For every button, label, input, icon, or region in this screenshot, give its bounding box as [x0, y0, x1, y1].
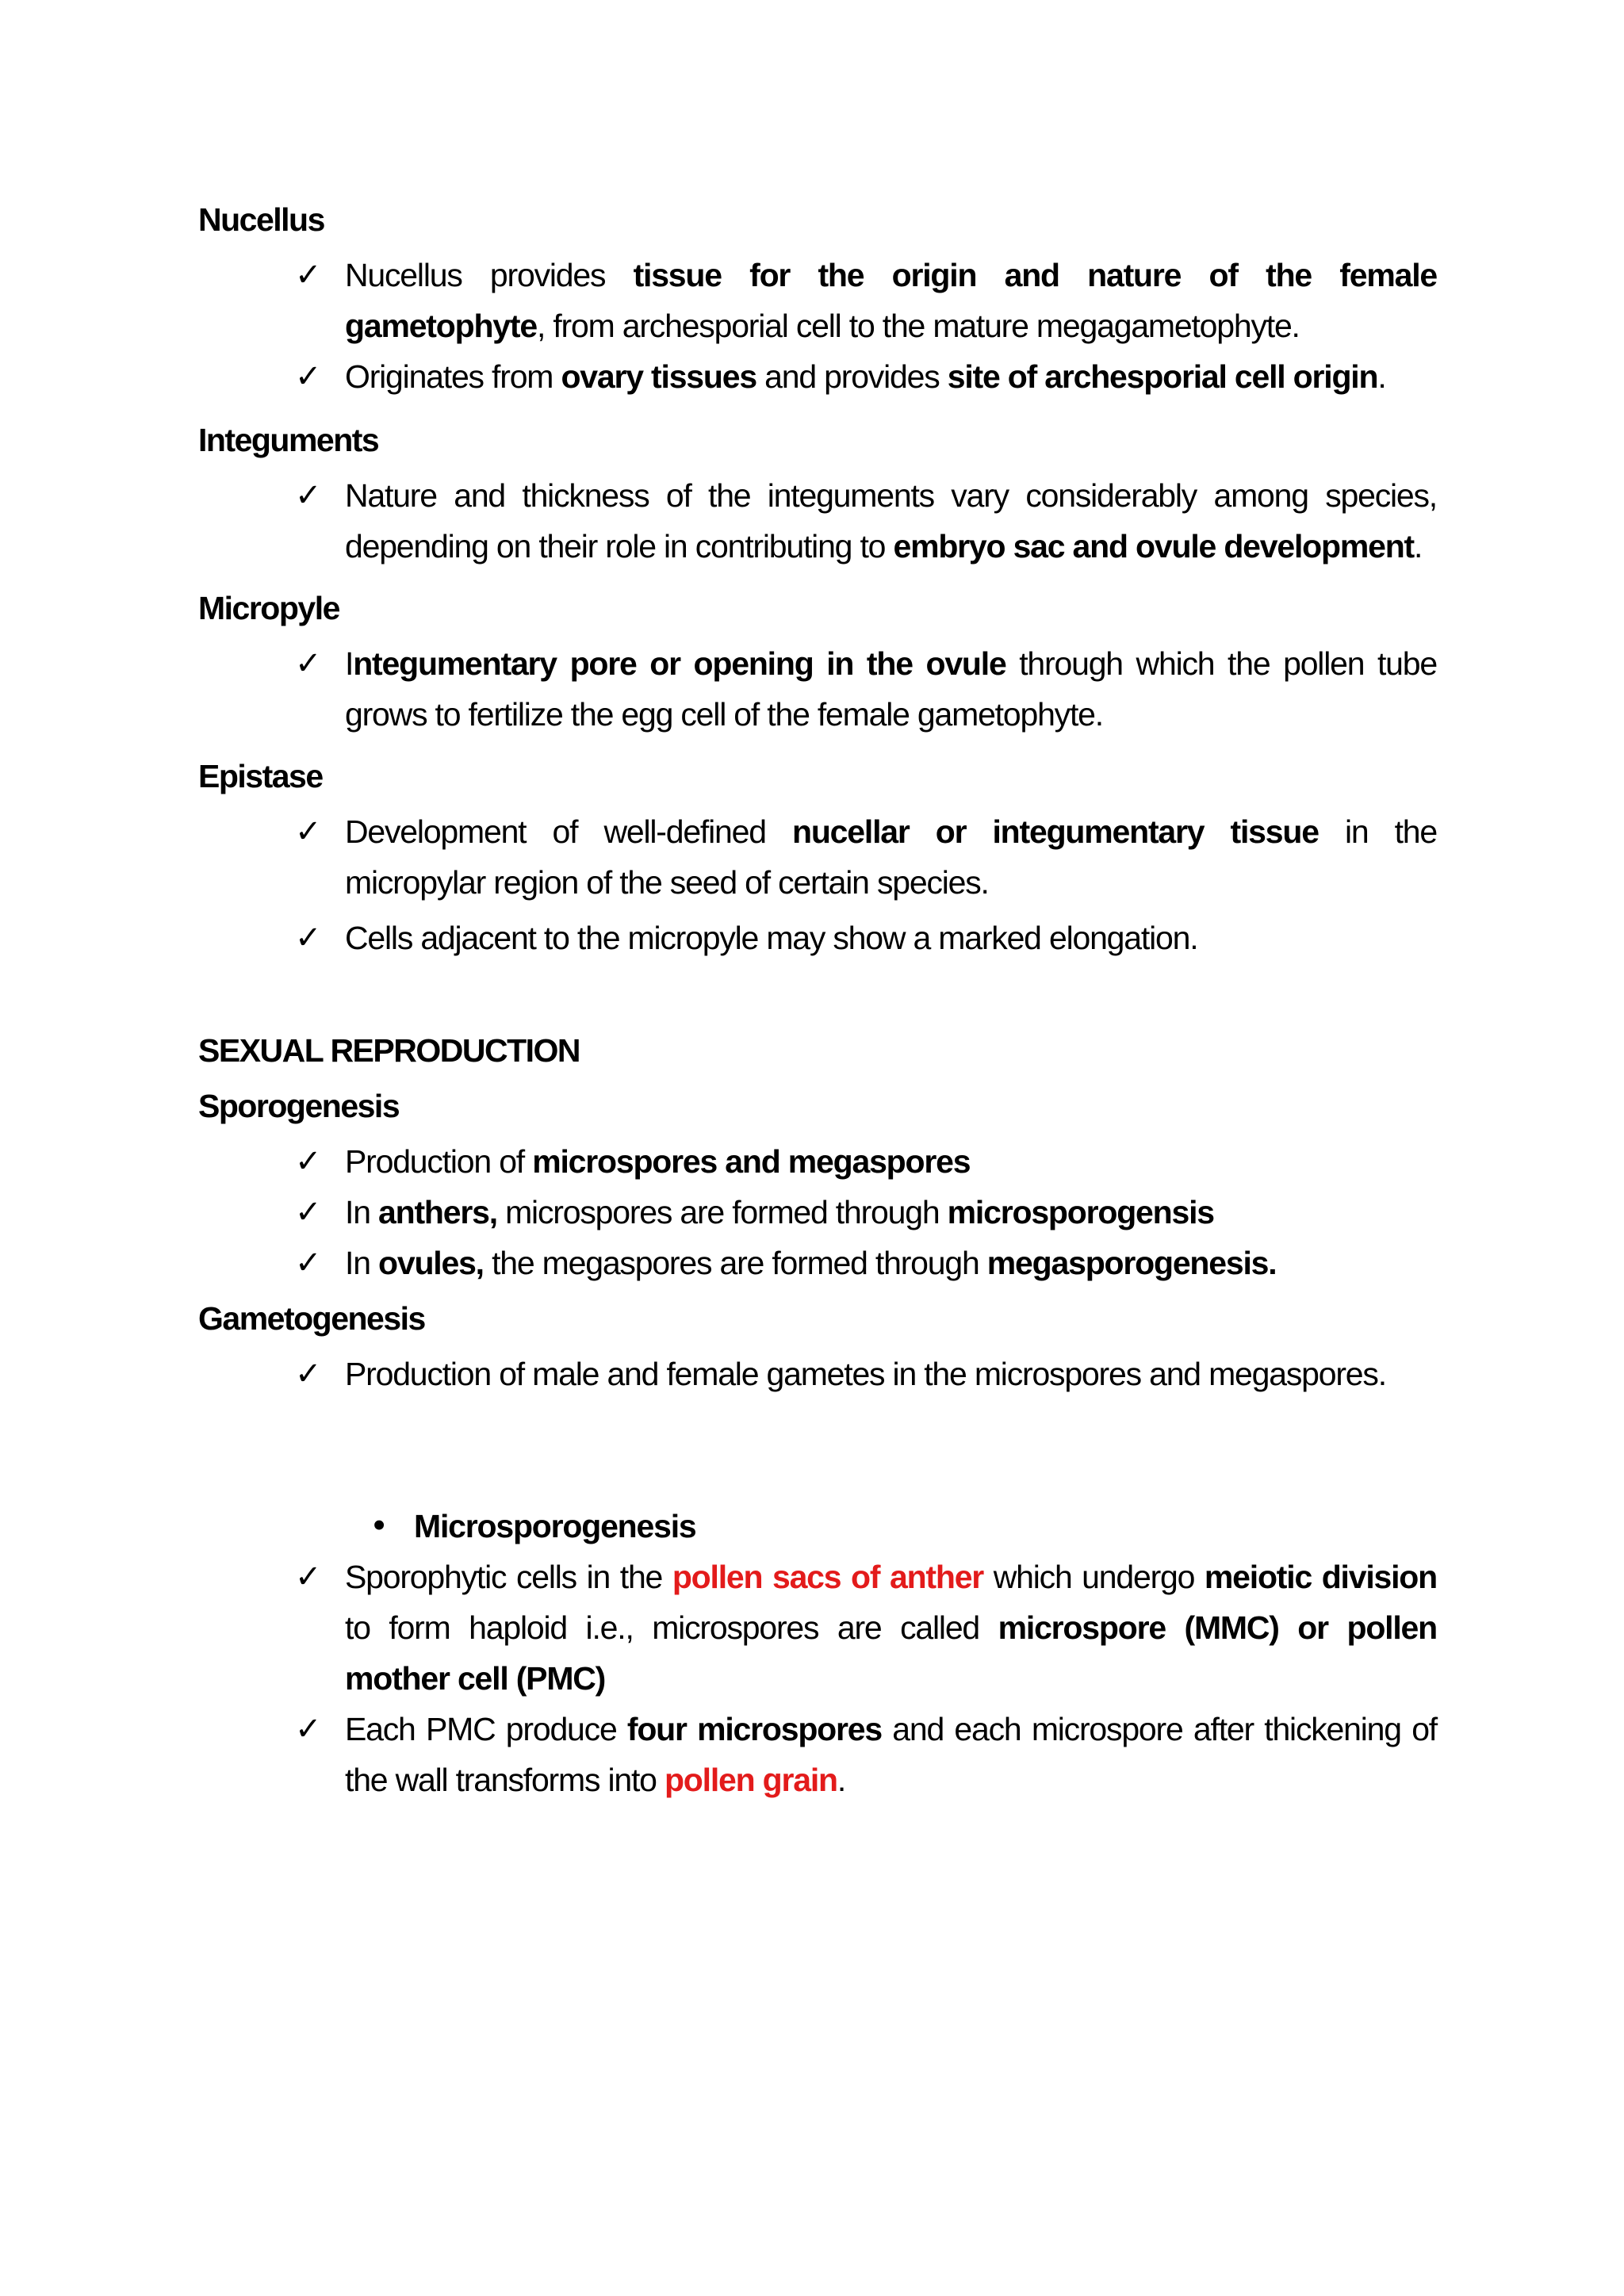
- item-text: Originates from ovary tissues and provides site of archesporial cell origin.: [345, 358, 1386, 395]
- item-text: In anthers, microspores are formed through microsporogensis: [345, 1194, 1214, 1230]
- check-mark-icon: ✓: [295, 1143, 321, 1180]
- check-mark-icon: ✓: [295, 1711, 321, 1747]
- list-item: [295, 1238, 1437, 1288]
- check-mark-icon: ✓: [295, 1559, 321, 1595]
- heading-integuments: Integuments: [198, 422, 379, 458]
- list-item: [295, 1187, 1437, 1238]
- list-item: [295, 1704, 1437, 1805]
- list-item: [295, 1136, 1437, 1187]
- bullet-dot-icon: •: [370, 1507, 388, 1545]
- item-text: Nature and thickness of the integuments vary considerably among species, depending on their role in contributing to embryo sac and ovule development.: [345, 477, 1437, 564]
- item-text: In ovules, the megaspores are formed through megasporogenesis.: [345, 1245, 1277, 1281]
- item-text: Production of male and female gametes in the microspores and megaspores.: [345, 1356, 1386, 1392]
- heading-sporogenesis: Sporogenesis: [198, 1088, 400, 1124]
- item-text: Integumentary pore or opening in the ovule through which the pollen tube grows to fertilize the egg cell of the female gametophyte.: [345, 645, 1437, 733]
- item-text: Nucellus provides tissue for the origin and nature of the female gametophyte, from archesporial cell to the mature megagametophyte.: [345, 257, 1437, 344]
- check-mark-icon: ✓: [295, 920, 321, 956]
- heading-sexual-reproduction: SEXUAL REPRODUCTION: [198, 1032, 580, 1069]
- list-item: [295, 913, 1437, 963]
- subheading-microsporogenesis: • Microsporogenesis: [370, 1501, 696, 1552]
- item-text: Production of microspores and megaspores: [345, 1143, 971, 1180]
- item-text: Each PMC produce four microspores and each microspore after thickening of the wall transforms into pollen grain.: [345, 1711, 1437, 1798]
- check-mark-icon: ✓: [295, 1194, 321, 1230]
- item-text: Cells adjacent to the micropyle may show a marked elongation.: [345, 920, 1198, 956]
- item-text: Development of well-defined nucellar or integumentary tissue in the micropylar region of the seed of certain species.: [345, 813, 1438, 901]
- check-mark-icon: ✓: [295, 358, 321, 395]
- heading-gametogenesis: Gametogenesis: [198, 1300, 425, 1337]
- list-item: [295, 250, 1437, 351]
- check-mark-icon: ✓: [295, 257, 321, 293]
- check-mark-icon: ✓: [295, 1356, 321, 1392]
- list-item: [295, 470, 1437, 572]
- check-mark-icon: ✓: [295, 645, 321, 682]
- list-item: [295, 1552, 1437, 1704]
- check-mark-icon: ✓: [295, 1245, 321, 1281]
- heading-micropyle: Micropyle: [198, 590, 339, 626]
- check-mark-icon: ✓: [295, 477, 321, 514]
- list-item: [295, 806, 1437, 908]
- heading-nucellus: Nucellus: [198, 201, 324, 238]
- check-mark-icon: ✓: [295, 813, 321, 850]
- heading-epistase: Epistase: [198, 758, 323, 794]
- item-text: Sporophytic cells in the pollen sacs of anther which undergo meiotic division to form haploid i.e., microspores are called microspore (MMC) or pollen mother cell (PMC): [345, 1559, 1437, 1697]
- list-item: [295, 1349, 1437, 1399]
- list-item: [295, 351, 1437, 402]
- list-item: [295, 638, 1437, 740]
